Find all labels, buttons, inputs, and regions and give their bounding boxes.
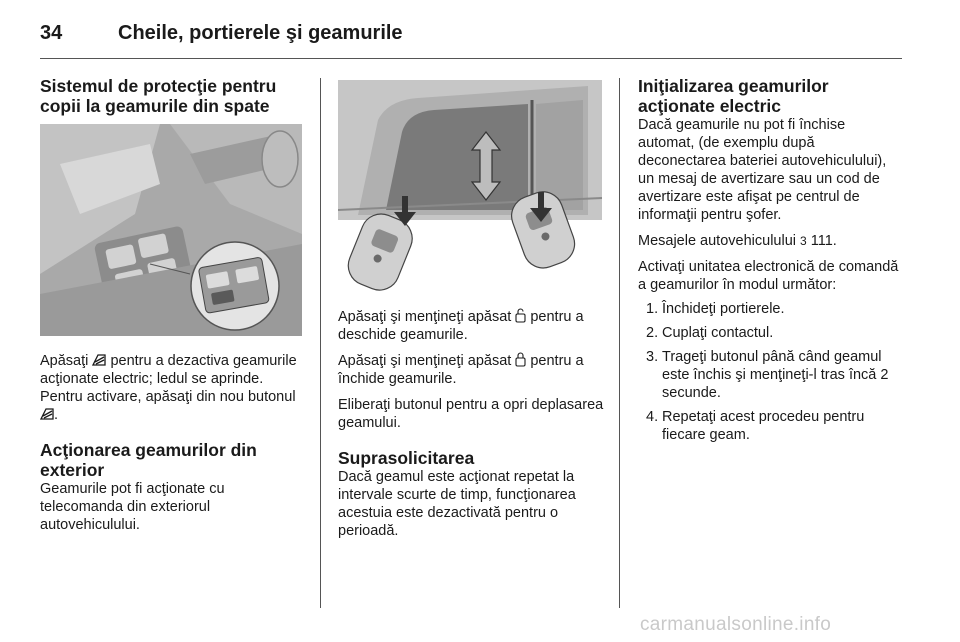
list-item: 3. Trageţi butonul până când geamul este închis şi menţineţi-l tras încă 2 secunde. <box>646 349 889 401</box>
watermark: carmanualsonline.info <box>640 614 832 635</box>
open-windows-paragraph: Apăsaţi şi menţineţi apăsat pentru a deschide geamurile. <box>338 309 584 343</box>
child-lock-window-icon <box>40 407 54 421</box>
list-item: 1. Închideţi portierele. <box>646 301 785 317</box>
page-reference-icon: 3 <box>800 234 807 248</box>
release-button-paragraph: Eliberaţi butonul pentru a opri deplasarea geamului. <box>338 397 604 431</box>
remote-unlock-icon <box>515 308 526 323</box>
initialization-paragraph: Dacă geamurile nu pot fi închise automat, (de exemplu după deconectarea bateriei autovehiculului), un mesaj de avertizare sau un cod de avertizare este afişat pe centrul de informaţii pentru şofer. <box>638 117 887 223</box>
heading-child-safety: Sistemul de protecţie pentru copii la geamurile din spate <box>40 76 277 116</box>
exterior-operation-paragraph: Geamurile pot fi acţionate cu telecomanda din exteriorul autovehiculului. <box>40 481 225 533</box>
list-item: 4. Repetaţi acest procedeu pentru fiecare geam. <box>646 409 865 443</box>
remote-lock-icon <box>515 352 526 367</box>
child-lock-paragraph: Apăsaţi pentru a dezactiva geamurile acţionate electric; ledul se aprinde. Pentru activare, apăsaţi din nou butonul . <box>40 353 297 423</box>
initialization-steps <box>638 300 904 444</box>
heading-overload: Suprasolicitarea <box>338 448 475 468</box>
page-title: Cheile, portierele şi geamurile <box>118 22 403 44</box>
overload-paragraph: Dacă geamul este acţionat repetat la intervale scurte de timp, funcţionarea acestuia este dezactivată pentru o perioadă. <box>338 469 576 539</box>
column-3 <box>638 76 904 450</box>
column-2 <box>338 76 604 540</box>
heading-exterior-operation: Acţionarea geamurilor din exterior <box>40 440 257 480</box>
vehicle-messages-paragraph: Mesajele autovehiculului 3 111. <box>638 233 837 249</box>
column-1 <box>40 76 306 534</box>
heading-window-initialization: Iniţializarea geamurilor acţionate electric <box>638 76 829 116</box>
list-item: 2. Cuplaţi contactul. <box>646 325 774 341</box>
activate-unit-paragraph: Activaţi unitatea electronică de comandă a geamurilor în modul următor: <box>638 259 899 293</box>
child-lock-window-icon <box>92 353 106 367</box>
remote-window-illustration <box>338 80 602 292</box>
header-rule <box>40 58 902 59</box>
page-number: 34 <box>40 22 63 44</box>
close-windows-paragraph: Apăsaţi şi menţineţi apăsat pentru a închide geamurile. <box>338 353 584 387</box>
column-divider-2 <box>619 78 620 608</box>
window-switch-illustration <box>40 124 302 336</box>
column-divider-1 <box>320 78 321 608</box>
